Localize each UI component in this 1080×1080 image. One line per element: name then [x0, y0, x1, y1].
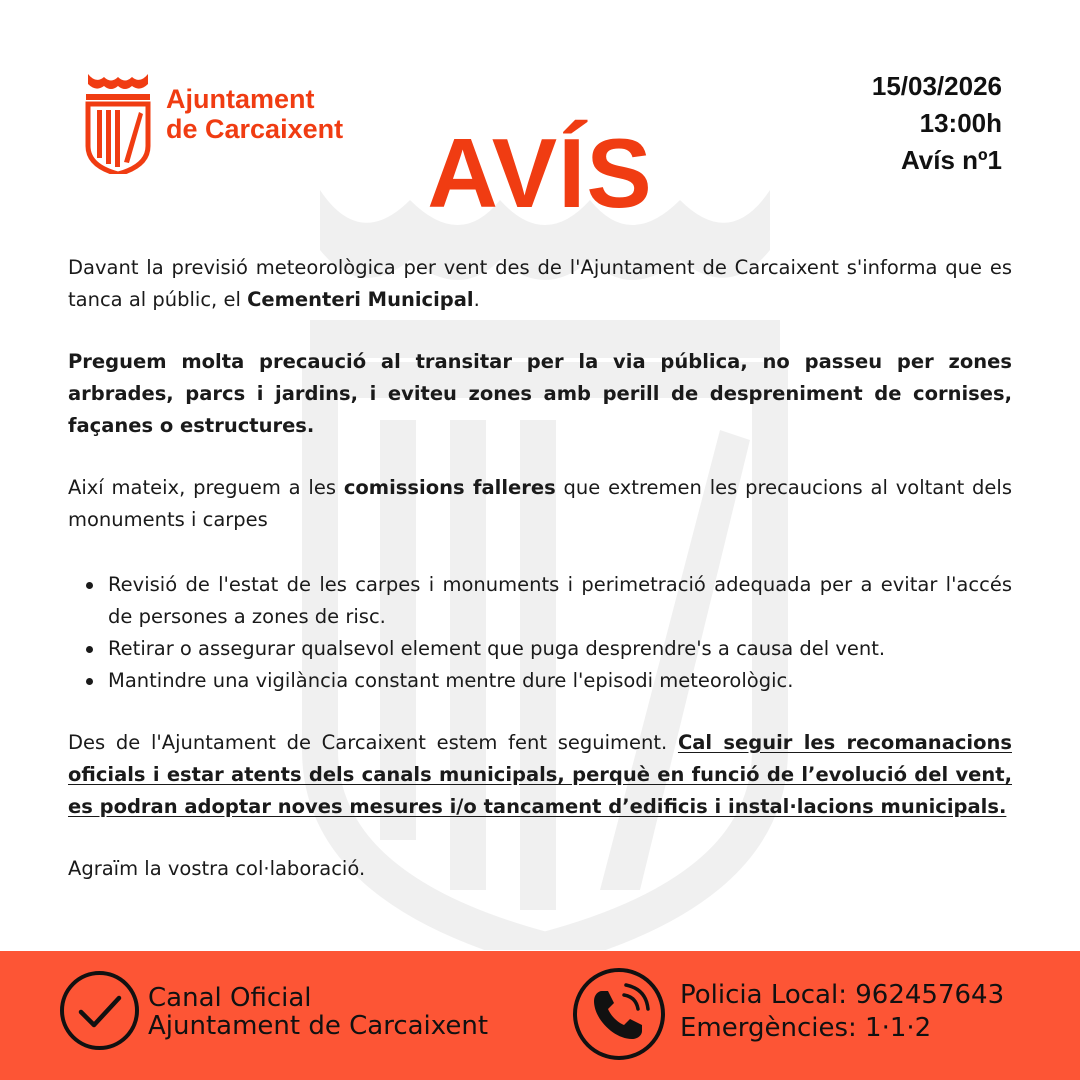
logo-line-1: Ajuntament [166, 84, 315, 114]
notice-time: 13:00h [919, 108, 1002, 138]
phone-ringing-icon [572, 967, 666, 1061]
paragraph-closure: Davant la previsió meteorològica per vent des de l'Ajuntament de Carcaixent s'informa que es tanca al públic, el Cementeri Municipal. [68, 256, 1012, 311]
paragraph-caution: Preguem molta precaució al transitar per la via pública, no passeu per zones arbrades, parcs i jardins, i eviteu zones amb perill de despreniment de cornises, façanes o estructures. [68, 350, 1012, 437]
paragraph-fallas: Així mateix, preguem a les comissions falleres que extremen les precaucions al voltant dels monuments i carpes [68, 476, 1012, 531]
list-item: Retirar o assegurar qualsevol element que puga desprendre's a causa del vent. [68, 633, 1012, 665]
emergency-contacts [680, 979, 1004, 1045]
recommendations-list [68, 569, 1012, 697]
channel-line-2: Ajuntament de Carcaixent [148, 1011, 489, 1041]
logo-line-2: de Carcaixent [166, 114, 344, 144]
official-channel [148, 984, 488, 1040]
notice-body [68, 252, 1012, 885]
notice-date: 15/03/2026 [871, 71, 1002, 101]
police-phone: Policia Local: 962457643 [680, 980, 1005, 1010]
paragraph-follow-up: Des de l'Ajuntament de Carcaixent estem fent seguiment. Cal seguir les recomanacions oficials i estar atents dels canals municipals, perquè en funció de l’evolució del vent, es podran adoptar noves mesures i/o tancament d’edificis i instal·lacions municipals. [68, 731, 1012, 818]
notice-number: Avís nº1 [900, 145, 1002, 175]
check-circle-icon [59, 970, 140, 1051]
channel-line-1: Canal Oficial [148, 983, 312, 1013]
list-item: Revisió de l'estat de les carpes i monuments i perimetració adequada per a evitar l'accés de persones a zones de risc. [68, 569, 1012, 633]
emergency-phone: Emergències: 1·1·2 [680, 1013, 932, 1043]
page-title: AVÍS [427, 118, 653, 228]
list-item: Mantindre una vigilància constant mentre dure l'episodi meteorològic. [68, 665, 1012, 697]
paragraph-thanks: Agraïm la vostra col·laboració. [68, 857, 366, 880]
footer-bar [0, 951, 1080, 1080]
